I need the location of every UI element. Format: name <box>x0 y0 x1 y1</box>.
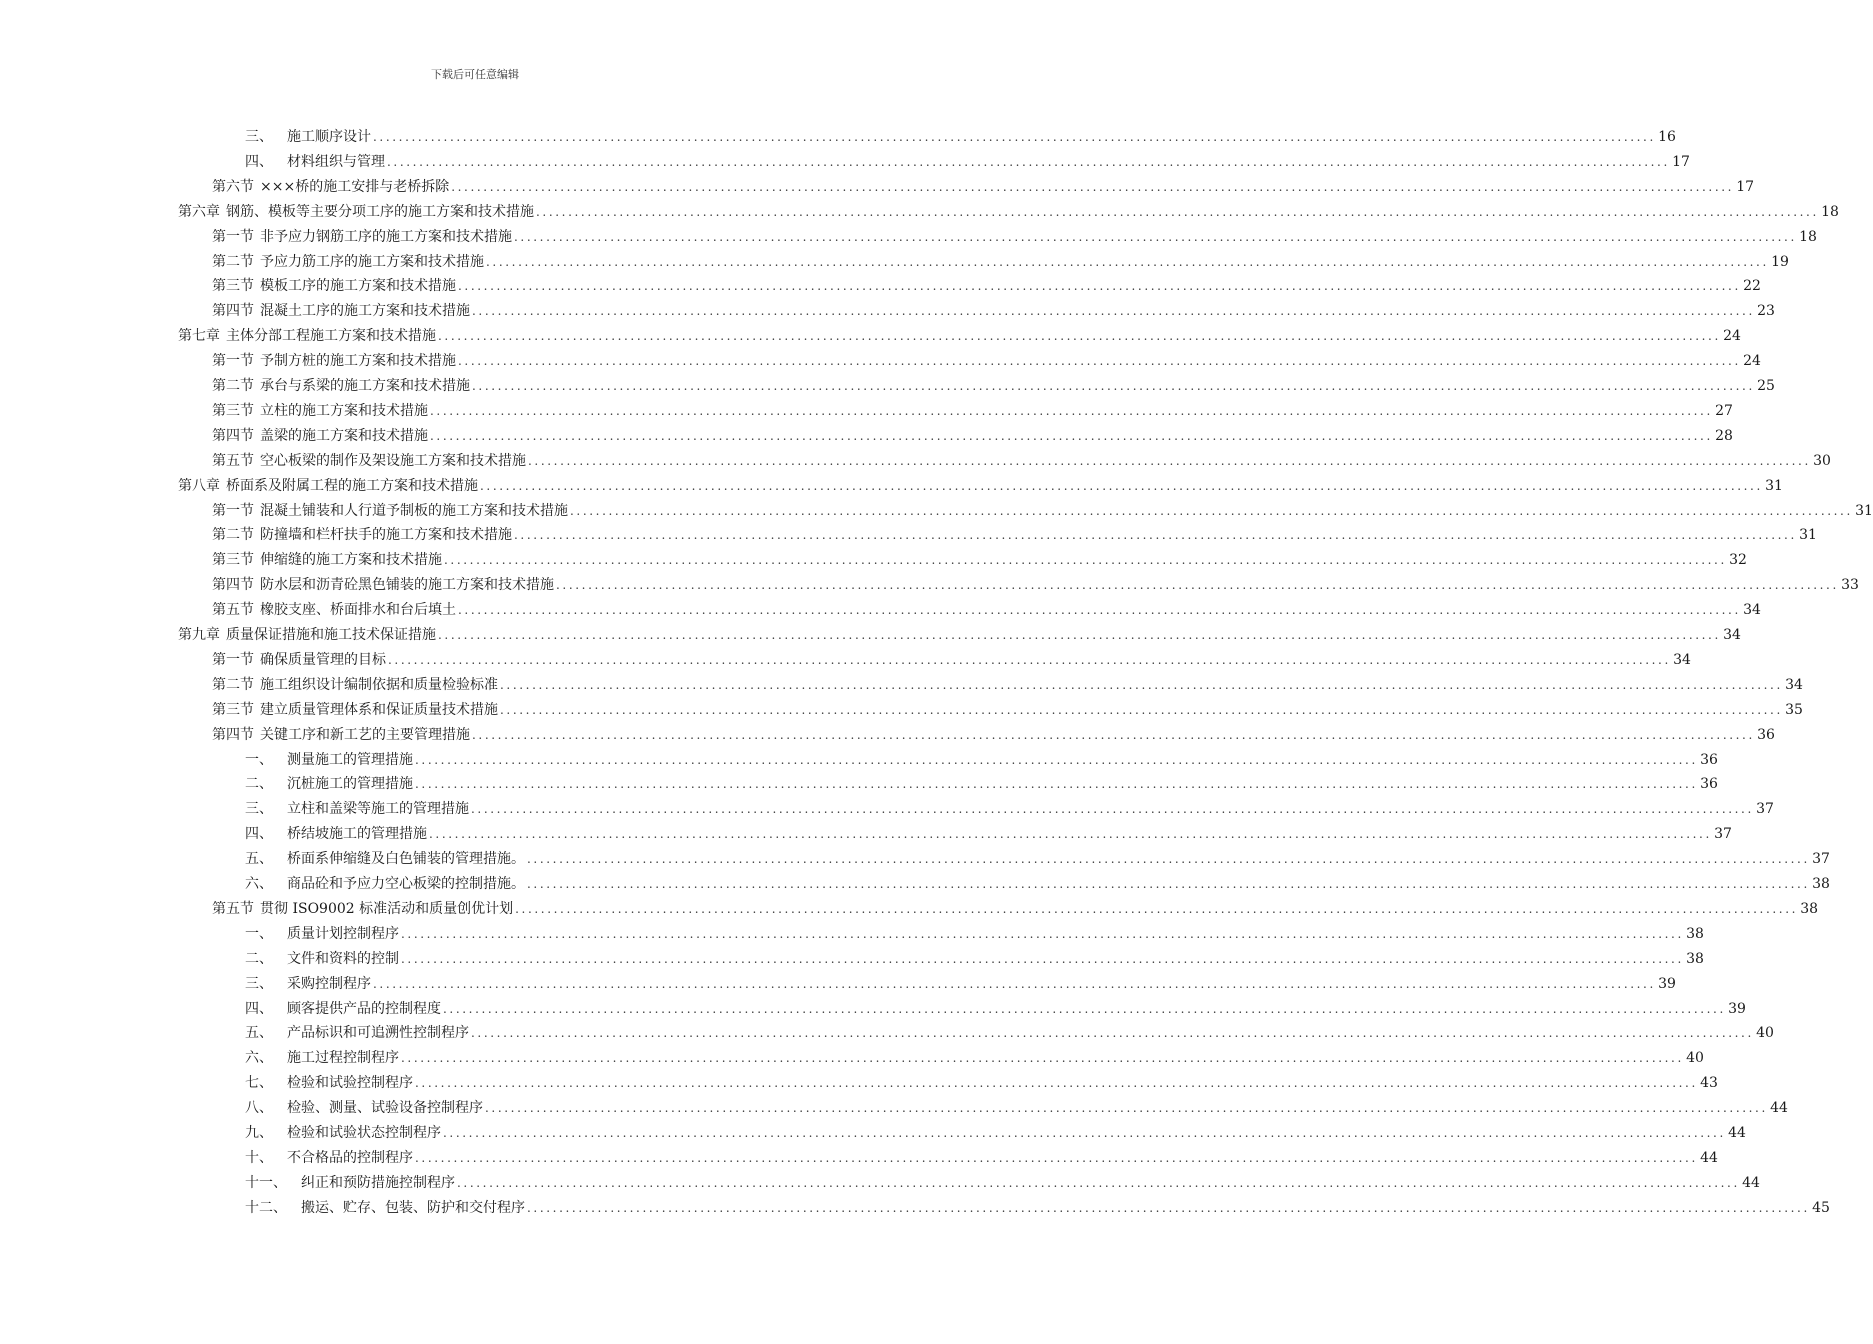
toc-leader-dots: ........................................................................................................................................................................................................ <box>457 1175 1740 1190</box>
toc-entry[interactable] <box>245 772 1718 797</box>
toc-leader-dots: ........................................................................................................................................................................................................ <box>556 578 1839 593</box>
toc-entry-title: 确保质量管理的目标 <box>260 651 386 668</box>
toc-entry-page: 17 <box>1672 153 1690 170</box>
toc-leader-dots: ........................................................................................................................................................................................................ <box>514 229 1797 244</box>
toc-leader-dots: ........................................................................................................................................................................................................ <box>415 1150 1698 1165</box>
toc-leader-dots: ........................................................................................................................................................................................................ <box>514 528 1797 543</box>
toc-entry[interactable] <box>212 399 1733 424</box>
toc-leader-dots: ........................................................................................................................................................................................................ <box>458 603 1741 618</box>
toc-entry[interactable] <box>178 474 1783 499</box>
toc-entry-title: 建立质量管理体系和保证质量技术措施 <box>260 701 498 718</box>
toc-entry-number: 第八章 <box>178 477 220 494</box>
toc-entry-title: 文件和资料的控制 <box>287 950 399 967</box>
toc-entry[interactable] <box>212 723 1775 748</box>
toc-entry-page: 24 <box>1743 353 1761 370</box>
toc-entry-title: 桥面系及附属工程的施工方案和技术措施 <box>226 477 478 494</box>
toc-leader-dots: ........................................................................................................................................................................................................ <box>388 652 1671 667</box>
toc-entry-number: 一、 <box>245 925 273 942</box>
toc-entry-title: 材料组织与管理 <box>287 153 385 170</box>
toc-entry[interactable] <box>212 349 1761 374</box>
toc-leader-dots: ........................................................................................................................................................................................................ <box>401 926 1684 941</box>
toc-entry[interactable] <box>212 573 1859 598</box>
toc-entry-number: 一、 <box>245 751 273 768</box>
toc-entry-title: 模板工序的施工方案和技术措施 <box>260 278 456 295</box>
toc-entry-number: 第五节 <box>212 900 254 917</box>
toc-entry-title: 质量保证措施和施工技术保证措施 <box>226 627 436 643</box>
toc-leader-dots: ........................................................................................................................................................................................................ <box>486 254 1769 269</box>
toc-entry-number: 第四节 <box>212 303 254 320</box>
toc-entry[interactable] <box>212 250 1789 275</box>
toc-entry-title: 予制方桩的施工方案和技术措施 <box>260 353 456 370</box>
toc-entry[interactable] <box>245 822 1732 847</box>
toc-entry-number: 三、 <box>245 975 273 992</box>
toc-entry-page: 31 <box>1765 477 1783 494</box>
toc-entry-title: 橡胶支座、桥面排水和台后填土 <box>260 602 456 619</box>
toc-entry-title: 关键工序和新工艺的主要管理措施 <box>260 726 470 743</box>
toc-entry[interactable] <box>178 200 1839 225</box>
toc-entry-number: 十一、 <box>245 1174 287 1191</box>
toc-entry-page: 34 <box>1723 627 1741 643</box>
toc-entry-page: 44 <box>1742 1174 1760 1191</box>
toc-entry-number: 三、 <box>245 801 273 818</box>
toc-leader-dots: ........................................................................................................................................................................................................ <box>401 1051 1684 1066</box>
toc-entry-number: 三、 <box>245 129 273 145</box>
toc-entry-page: 28 <box>1715 427 1733 444</box>
toc-entry-page: 40 <box>1686 1050 1704 1067</box>
toc-entry-number: 十、 <box>245 1149 273 1166</box>
toc-leader-dots: ........................................................................................................................................................................................................ <box>480 478 1763 493</box>
toc-entry[interactable] <box>245 1146 1718 1171</box>
toc-entry-number: 第二节 <box>212 676 254 693</box>
toc-leader-dots: ........................................................................................................................................................................................................ <box>451 179 1735 194</box>
toc-entry[interactable] <box>212 698 1803 723</box>
toc-entry[interactable] <box>212 523 1817 548</box>
toc-leader-dots: ........................................................................................................................................................................................................ <box>415 1076 1698 1091</box>
toc-entry[interactable] <box>212 374 1775 399</box>
toc-entry-page: 44 <box>1770 1100 1788 1117</box>
toc-leader-dots: ........................................................................................................................................................................................................ <box>528 453 1811 468</box>
toc-entry-title: 立柱和盖梁等施工的管理措施 <box>287 801 469 818</box>
toc-entry-number: 第三节 <box>212 552 254 569</box>
toc-leader-dots: ........................................................................................................................................................................................................ <box>527 877 1810 891</box>
toc-entry-page: 44 <box>1728 1125 1746 1141</box>
toc-entry-number: 第一节 <box>212 502 254 519</box>
toc-entry-page: 37 <box>1756 801 1774 818</box>
toc-entry-number: 第四节 <box>212 577 254 594</box>
toc-entry-title: 主体分部工程施工方案和技术措施 <box>226 328 436 345</box>
toc-entry-page: 23 <box>1757 303 1775 320</box>
toc-entry-number: 二、 <box>245 950 273 967</box>
toc-entry-number: 八、 <box>245 1100 273 1117</box>
toc-entry-number: 第二节 <box>212 527 254 544</box>
toc-entry[interactable] <box>245 1021 1774 1046</box>
toc-entry-page: 38 <box>1800 900 1819 917</box>
toc-entry-number: 六、 <box>245 1050 273 1067</box>
toc-leader-dots: ........................................................................................................................................................................................................ <box>500 702 1783 717</box>
toc-entry-page: 37 <box>1812 851 1830 868</box>
toc-entry-number: 第九章 <box>178 627 220 643</box>
toc-entry-title: 贯彻 ISO9002 标准活动和质量创优计划 <box>260 900 514 917</box>
toc-entry[interactable] <box>212 499 1873 524</box>
toc-entry[interactable] <box>245 748 1718 773</box>
toc-entry-page: 37 <box>1714 826 1732 843</box>
toc-entry-page: 24 <box>1723 328 1741 345</box>
toc-entry[interactable] <box>212 648 1691 673</box>
toc-entry[interactable] <box>245 847 1830 872</box>
toc-leader-dots: ........................................................................................................................................................................................................ <box>438 628 1721 642</box>
toc-entry-page: 25 <box>1757 378 1775 394</box>
toc-leader-dots: ........................................................................................................................................................................................................ <box>415 752 1698 767</box>
toc-entry-title: 承台与系梁的施工方案和技术措施 <box>260 378 470 394</box>
toc-entry-title: 商品砼和予应力空心板梁的控制措施。 <box>287 876 525 892</box>
toc-entry[interactable] <box>245 1071 1718 1096</box>
toc-leader-dots: ........................................................................................................................................................................................................ <box>430 403 1713 418</box>
page-header: 下载后可任意编辑 <box>431 68 519 81</box>
toc-entry-title: 搬运、贮存、包装、防护和交付程序 <box>301 1199 525 1216</box>
toc-leader-dots: ........................................................................................................................................................................................................ <box>443 1126 1726 1140</box>
toc-leader-dots: ........................................................................................................................................................................................................ <box>527 1200 1810 1215</box>
toc-entry[interactable] <box>245 797 1774 822</box>
toc-entry-number: 第六节 <box>212 178 254 195</box>
toc-entry-title: 检验、测量、试验设备控制程序 <box>287 1100 483 1117</box>
toc-entry-title: 质量计划控制程序 <box>287 925 399 942</box>
toc-entry-page: 31 <box>1799 527 1817 544</box>
toc-entry-title: 检验和试验状态控制程序 <box>287 1125 441 1141</box>
toc-entry-title: 沉桩施工的管理措施 <box>287 776 413 793</box>
toc-entry-number: 四、 <box>245 826 273 843</box>
toc-entry-number: 第七章 <box>178 328 220 345</box>
toc-entry-page: 44 <box>1700 1149 1718 1166</box>
toc-entry[interactable] <box>178 623 1741 648</box>
toc-entry[interactable] <box>245 997 1746 1022</box>
toc-leader-dots: ........................................................................................................................................................................................................ <box>515 901 1799 916</box>
toc-entry-title: 采购控制程序 <box>287 975 371 992</box>
toc-entry[interactable] <box>245 125 1676 150</box>
toc-entry[interactable] <box>245 947 1704 972</box>
toc-entry-title: 顾客提供产品的控制程度 <box>287 1000 441 1017</box>
toc-entry-page: 34 <box>1743 602 1761 619</box>
toc-entry-number: 第二节 <box>212 253 254 270</box>
toc-entry[interactable] <box>212 897 1819 922</box>
toc-entry[interactable] <box>245 1171 1760 1196</box>
toc-entry-title: 桥面系伸缩缝及白色铺装的管理措施。 <box>287 851 525 868</box>
toc-entry-number: 四、 <box>245 153 273 170</box>
toc-entry-title: 伸缩缝的施工方案和技术措施 <box>260 552 442 569</box>
toc-entry-page: 36 <box>1700 776 1718 793</box>
toc-entry-page: 16 <box>1658 129 1676 145</box>
toc-entry-title: 非予应力钢筋工序的施工方案和技术措施 <box>260 228 512 245</box>
toc-leader-dots: ........................................................................................................................................................................................................ <box>458 354 1741 369</box>
toc-entry-number: 六、 <box>245 876 273 892</box>
toc-entry-page: 31 <box>1855 502 1873 519</box>
toc-entry-number: 第一节 <box>212 651 254 668</box>
toc-entry-page: 40 <box>1756 1025 1774 1042</box>
toc-leader-dots: ........................................................................................................................................................................................................ <box>373 976 1656 991</box>
toc-entry[interactable] <box>212 673 1803 698</box>
toc-entry[interactable] <box>245 1121 1746 1146</box>
toc-entry[interactable] <box>212 548 1747 573</box>
toc-entry-page: 34 <box>1673 651 1691 668</box>
toc-entry-page: 32 <box>1729 552 1747 569</box>
toc-entry-title: 不合格品的控制程序 <box>287 1149 413 1166</box>
toc-leader-dots: ........................................................................................................................................................................................................ <box>387 154 1670 169</box>
toc-entry-title: 施工过程控制程序 <box>287 1050 399 1067</box>
toc-entry-number: 第五节 <box>212 452 254 469</box>
toc-entry-page: 22 <box>1743 278 1761 295</box>
toc-entry[interactable] <box>212 424 1733 449</box>
toc-entry[interactable] <box>245 872 1830 897</box>
toc-entry[interactable] <box>212 225 1817 250</box>
toc-entry-title: 产品标识和可追溯性控制程序 <box>287 1025 469 1042</box>
toc-entry-title: 施工组织设计编制依据和质量检验标准 <box>260 676 498 693</box>
toc-entry-number: 第二节 <box>212 378 254 394</box>
toc-entry-title: 测量施工的管理措施 <box>287 751 413 768</box>
toc-entry-title: 纠正和预防措施控制程序 <box>301 1174 455 1191</box>
toc-entry-title: 钢筋、模板等主要分项工序的施工方案和技术措施 <box>226 203 534 220</box>
toc-entry-page: 19 <box>1771 253 1789 270</box>
toc-leader-dots: ........................................................................................................................................................................................................ <box>570 503 1853 518</box>
toc-entry-page: 36 <box>1700 751 1718 768</box>
toc-entry-title: 盖梁的施工方案和技术措施 <box>260 427 428 444</box>
toc-leader-dots: ........................................................................................................................................................................................................ <box>485 1101 1768 1116</box>
toc-leader-dots: ........................................................................................................................................................................................................ <box>472 304 1755 319</box>
toc-entry[interactable] <box>212 274 1761 299</box>
toc-leader-dots: ........................................................................................................................................................................................................ <box>430 428 1713 443</box>
toc-leader-dots: ........................................................................................................................................................................................................ <box>401 951 1684 966</box>
toc-entry[interactable] <box>212 175 1755 200</box>
toc-leader-dots: ........................................................................................................................................................................................................ <box>471 802 1754 817</box>
toc-entry-title: ×××桥的施工安排与老桥拆除 <box>260 178 450 195</box>
toc-entry-page: 18 <box>1821 203 1839 220</box>
toc-entry-page: 39 <box>1658 975 1676 992</box>
toc-leader-dots: ........................................................................................................................................................................................................ <box>458 279 1741 294</box>
toc-entry[interactable] <box>212 299 1775 324</box>
toc-leader-dots: ........................................................................................................................................................................................................ <box>471 1026 1754 1041</box>
toc-leader-dots: ........................................................................................................................................................................................................ <box>373 130 1656 144</box>
toc-entry-number: 第三节 <box>212 278 254 295</box>
toc-entry-title: 施工顺序设计 <box>287 129 371 145</box>
toc-entry-number: 二、 <box>245 776 273 793</box>
toc-entry[interactable] <box>178 324 1741 349</box>
toc-entry-number: 五、 <box>245 1025 273 1042</box>
toc-leader-dots: ........................................................................................................................................................................................................ <box>472 379 1755 393</box>
toc-entry[interactable] <box>212 449 1831 474</box>
toc-entry-number: 第六章 <box>178 203 220 220</box>
toc-entry-number: 第五节 <box>212 602 254 619</box>
toc-leader-dots: ........................................................................................................................................................................................................ <box>527 852 1810 867</box>
toc-leader-dots: ........................................................................................................................................................................................................ <box>536 204 1819 219</box>
toc-entry-page: 30 <box>1813 452 1831 469</box>
toc-entry-page: 38 <box>1686 950 1704 967</box>
toc-entry[interactable] <box>212 598 1761 623</box>
toc-leader-dots: ........................................................................................................................................................................................................ <box>438 329 1721 344</box>
toc-entry-page: 18 <box>1799 228 1817 245</box>
toc-leader-dots: ........................................................................................................................................................................................................ <box>429 827 1712 842</box>
toc-entry-page: 39 <box>1728 1000 1746 1017</box>
toc-entry-page: 36 <box>1757 726 1775 743</box>
toc-entry[interactable] <box>245 1096 1788 1121</box>
toc-entry-page: 35 <box>1785 701 1803 718</box>
toc-entry-number: 九、 <box>245 1125 273 1141</box>
toc-entry-title: 予应力筋工序的施工方案和技术措施 <box>260 253 484 270</box>
toc-entry-number: 七、 <box>245 1075 273 1092</box>
toc-entry-title: 检验和试验控制程序 <box>287 1075 413 1092</box>
toc-entry-page: 34 <box>1785 676 1803 693</box>
toc-entry-number: 第三节 <box>212 701 254 718</box>
toc-leader-dots: ........................................................................................................................................................................................................ <box>500 677 1783 692</box>
toc-entry[interactable] <box>245 1196 1830 1221</box>
toc-entry-title: 混凝土工序的施工方案和技术措施 <box>260 303 470 320</box>
toc-entry-number: 第四节 <box>212 726 254 743</box>
toc-entry[interactable] <box>245 972 1676 997</box>
toc-entry-title: 混凝土铺装和人行道予制板的施工方案和技术措施 <box>260 502 568 519</box>
toc-entry-title: 空心板梁的制作及架设施工方案和技术措施 <box>260 452 526 469</box>
toc-entry[interactable] <box>245 1046 1704 1071</box>
toc-leader-dots: ........................................................................................................................................................................................................ <box>444 553 1727 568</box>
toc-entry-number: 第一节 <box>212 228 254 245</box>
toc-entry-number: 第四节 <box>212 427 254 444</box>
toc-entry-page: 43 <box>1700 1075 1718 1092</box>
toc-entry-page: 45 <box>1812 1199 1830 1216</box>
toc-entry-number: 第三节 <box>212 402 254 419</box>
toc-entry-title: 立柱的施工方案和技术措施 <box>260 402 428 419</box>
toc-leader-dots: ........................................................................................................................................................................................................ <box>415 777 1698 792</box>
toc-leader-dots: ........................................................................................................................................................................................................ <box>472 727 1755 742</box>
toc-entry-title: 防水层和沥青砼黑色铺装的施工方案和技术措施 <box>260 577 554 594</box>
toc-entry-number: 十二、 <box>245 1199 287 1216</box>
toc-entry-title: 桥结坡施工的管理措施 <box>287 826 427 843</box>
toc-entry-page: 38 <box>1686 925 1704 942</box>
toc-entry-title: 防撞墙和栏杆扶手的施工方案和技术措施 <box>260 527 512 544</box>
toc-entry[interactable] <box>245 150 1690 175</box>
toc-entry-page: 17 <box>1736 178 1755 195</box>
toc-entry-page: 27 <box>1715 402 1733 419</box>
toc-entry-page: 38 <box>1812 876 1830 892</box>
toc-leader-dots: ........................................................................................................................................................................................................ <box>443 1001 1726 1016</box>
toc-entry-number: 四、 <box>245 1000 273 1017</box>
toc-entry-number: 第一节 <box>212 353 254 370</box>
toc-entry[interactable] <box>245 922 1704 947</box>
toc-entry-number: 五、 <box>245 851 273 868</box>
toc-entry-page: 33 <box>1841 577 1859 594</box>
